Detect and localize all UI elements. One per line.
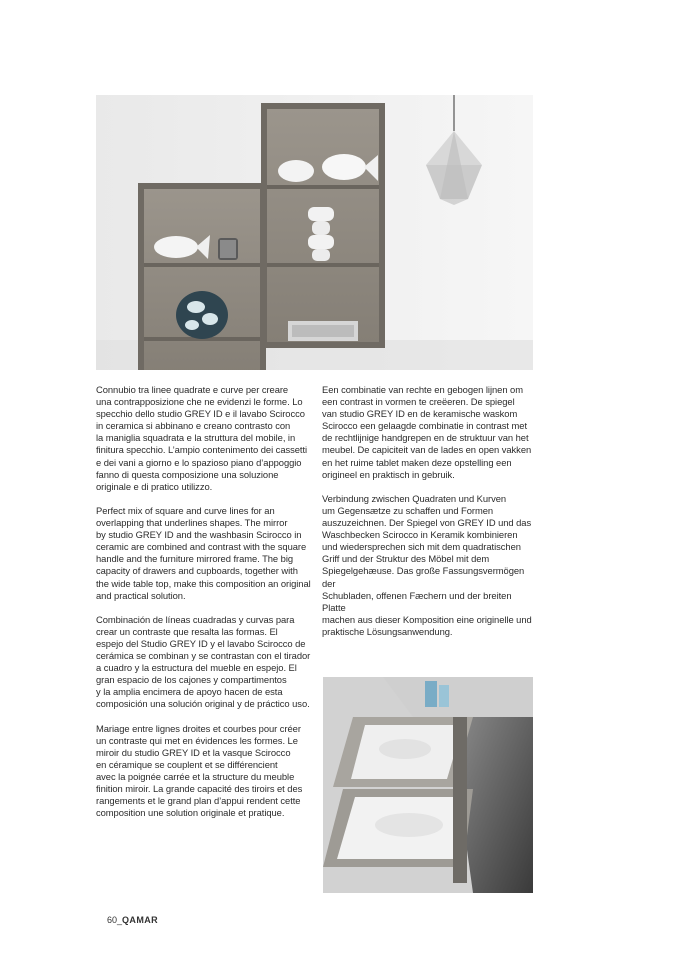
paragraph-dutch: Een combinatie van rechte en gebogen lijnen om een contrast in vormen te creëeren. De spiegel van studio GREY ID en de keramische waskom Scirocco een gelaagde combinatie in contrast met de rechtlijnige handgrepen en de struktuur van het meubel. De capiciteit van de lades en open vakken en het ruime tablet maken deze opstelling een origineel en praktisch in gebruik. — [322, 384, 532, 480]
paragraph-german: Verbindung zwischen Quadraten und Kurven um Gegensætze zu schaffen und Formen auszuzeichnen. Der Spiegel von GREY ID und das Waschbecken Scirocco in Keramik kombinieren und wiedersprechen sich mit dem quadratischen Griff und der Struktur des Möbel mit dem Spiegelgehæuse. Das große Fassungsvermögen der Schubladen, offenen Fæchern und der breiten Platte machen aus dieser Komposition eine originelle und praktische Lösungsanwendung. — [322, 492, 532, 637]
drawer-detail-illustration — [323, 677, 533, 893]
paragraph-spanish: Combinación de líneas cuadradas y curvas para crear un contraste que resalta las formas. El espejo del Studio GREY ID y el lavabo Scirocco de cerámica se combinan y se contrastan con el tirador a cuadro y la estructura del mueble en espejo. El gran espacio de los cajones y compartimentos y la amplia encimera de apoyo hacen de esta composición una solución original y de práctico uso. — [96, 613, 311, 710]
shelving-room-illustration — [96, 95, 533, 370]
shelving-room-photo — [96, 95, 533, 370]
vase-icon — [176, 291, 228, 339]
page-folio — [107, 915, 158, 925]
paragraph-italian: Connubio tra linee quadrate e curve per creare una contrapposizione che ne evidenzi le forme. Lo specchio dello studio GREY ID e il lavabo Scirocco in ceramica si abbinano e creano contrasto con la maniglia squadrata e la struttura del mobile, in finitura specchio. L’ampio contenimento dei cassetti e dei vani a giorno e lo spazioso piano d’appoggio fanno di questa composizione una soluzione originale e di pratico utilizzo. — [96, 384, 308, 492]
paragraph-french: Mariage entre lignes droites et courbes pour créer un contraste qui met en évidences les formes. Le miroir du studio GREY ID et la vasque Scirocco en céramique se couplent et se différencient avec la poignée carrée et la structure du meuble finition miroir. La grande capacité des tiroirs et des rangements et le grand plan d’appui rendent cette composition une solution originale et pratique. — [96, 722, 303, 819]
drawer-detail-photo — [323, 677, 533, 893]
text-column-left — [96, 384, 314, 831]
page-number: 60_ — [107, 915, 123, 925]
text-column-right — [322, 384, 536, 650]
magazine-name: QAMAR — [122, 915, 159, 925]
paragraph-english: Perfect mix of square and curve lines for an overlapping that underlines shapes. The mirror by studio GREY ID and the washbasin Scirocco in ceramic are combined and contrast with the square handle and the furniture mirrored frame. The big capacity of drawers and cupboards, together with the wide table top, make this composition an original and practical solution. — [96, 504, 311, 601]
